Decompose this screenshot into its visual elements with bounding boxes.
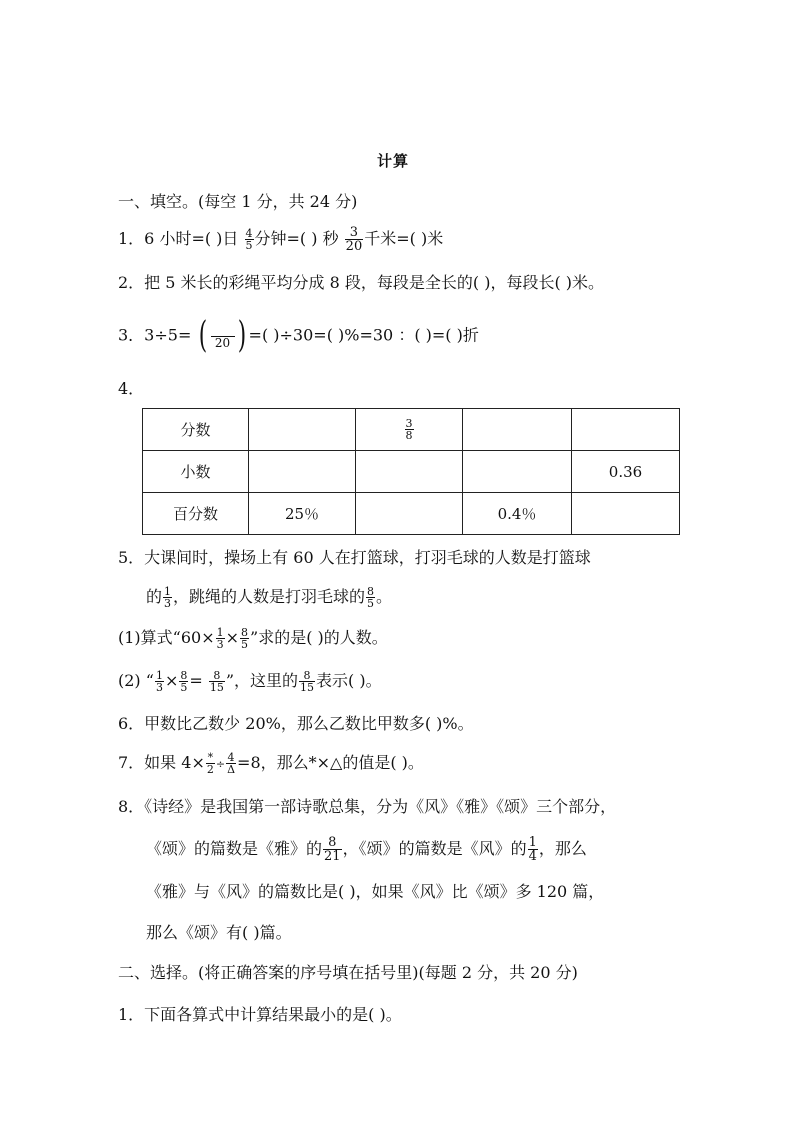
q7-fraction-2: $\frac{4}{\Delta}$ — [227, 751, 236, 776]
table-cell — [356, 493, 463, 535]
table-fraction: $\frac{3}{8}$ — [405, 417, 413, 442]
section2-question-1: 1．下面各算式中计算结果最小的是( )。 — [118, 1005, 402, 1024]
q5-sub1-fraction-1: $\frac{1}{3}$ — [216, 626, 224, 651]
question-8-line1: 8．《诗经》是我国第一部诗歌总集，分为《风》《雅》《颂》三个部分， — [118, 797, 617, 816]
q5-sub2-fraction-3: $\frac{8}{15}$ — [209, 669, 224, 694]
table-cell — [463, 451, 572, 493]
table-cell — [356, 409, 463, 451]
conversion-table — [142, 408, 680, 535]
table-cell — [463, 409, 572, 451]
question-3: 3．3÷5= ( 20 ) =( )÷30=( )%=30 ：( )=( )折 — [118, 315, 479, 356]
q3-part1: 3．3÷5= — [118, 325, 197, 345]
q5-sub2-fraction-1: $\frac{1}{3}$ — [155, 669, 163, 694]
q5-sub2-fraction-4: $\frac{8}{15}$ — [300, 669, 315, 694]
question-5-line2: 的 $\frac{1}{3}$ ，跳绳的人数是打羽毛球的 $\frac{8}{5}$ 。 — [146, 585, 393, 610]
table-cell: 百分数 — [143, 493, 249, 535]
table-cell — [249, 451, 356, 493]
table-cell: 25％ — [249, 493, 356, 535]
table-cell — [356, 451, 463, 493]
question-8-line2: 《颂》的篇数是《雅》的 $\frac{8}{21}$ ，《颂》的篇数是《风》的 $\frac{1}{4}$ ，那么 — [146, 835, 587, 864]
q5-fraction-2: $\frac{8}{5}$ — [367, 585, 375, 610]
table-cell — [572, 409, 680, 451]
section2-heading: 二、选择。(将正确答案的序号填在括号里)(每题 2 分，共 20 分) — [118, 963, 578, 982]
question-4-label: 4． — [118, 379, 145, 398]
question-6: 6．甲数比乙数少 20%，那么乙数比甲数多( )%。 — [118, 714, 474, 733]
q3-part2: =( )÷30=( )%=30 ：( )=( )折 — [248, 325, 479, 345]
q1-part1: 1．6 小时=( )日 — [118, 229, 244, 248]
q1-part2: 分钟=( ) 秒 — [254, 229, 344, 248]
q1-fraction-2: $\frac{3}{20}$ — [345, 225, 363, 254]
section1-heading: 一、填空。(每空 1 分，共 24 分) — [118, 192, 358, 211]
q5-sub2-fraction-2: $\frac{8}{5}$ — [180, 669, 188, 694]
table-cell: 0.36 — [572, 451, 680, 493]
table-cell: 0.4％ — [463, 493, 572, 535]
table-row — [143, 409, 680, 451]
question-5-sub2: (2) “ $\frac{1}{3}$ × $\frac{8}{5}$ = $\frac{8}{15}$ ”，这里的 $\frac{8}{15}$ 表示( )。 — [118, 669, 382, 694]
table-cell: 小数 — [143, 451, 249, 493]
q3-blank-fraction: 20 — [211, 324, 235, 349]
q7-fraction-1: $\frac{*}{2}$ — [206, 751, 214, 776]
table-row — [143, 493, 680, 535]
q1-fraction-1: $\frac{4}{5}$ — [245, 227, 253, 252]
table-cell — [249, 409, 356, 451]
question-5-line1: 5．大课间时，操场上有 60 人在打篮球，打羽毛球的人数是打篮球 — [118, 548, 591, 567]
question-1 — [118, 226, 443, 253]
question-7: 7．如果 4× $\frac{*}{2}$ ÷ $\frac{4}{\Delta}$ =8，那么*×△的值是( )。 — [118, 751, 424, 776]
q8-fraction-2: $\frac{1}{4}$ — [528, 835, 537, 864]
q5-sub1-fraction-2: $\frac{8}{5}$ — [241, 626, 249, 651]
table-cell — [572, 493, 680, 535]
table-row — [143, 451, 680, 493]
question-8-line4: 那么《颂》有( )篇。 — [146, 923, 292, 942]
q5-fraction-1: $\frac{1}{3}$ — [164, 585, 172, 610]
question-5-sub1: (1)算式“60× $\frac{1}{3}$ × $\frac{8}{5}$ ”求的是( )的人数。 — [118, 626, 388, 651]
page-title: 计算 — [377, 152, 410, 170]
table-cell: 分数 — [143, 409, 249, 451]
question-2: 2．把 5 米长的彩绳平均分成 8 段，每段是全长的( )，每段长( )米。 — [118, 273, 605, 292]
q8-fraction-1: $\frac{8}{21}$ — [324, 835, 341, 864]
q1-part3: 千米=( )米 — [364, 229, 444, 248]
question-8-line3: 《雅》与《风》的篇数比是( )，如果《风》比《颂》多 120 篇， — [146, 882, 605, 901]
